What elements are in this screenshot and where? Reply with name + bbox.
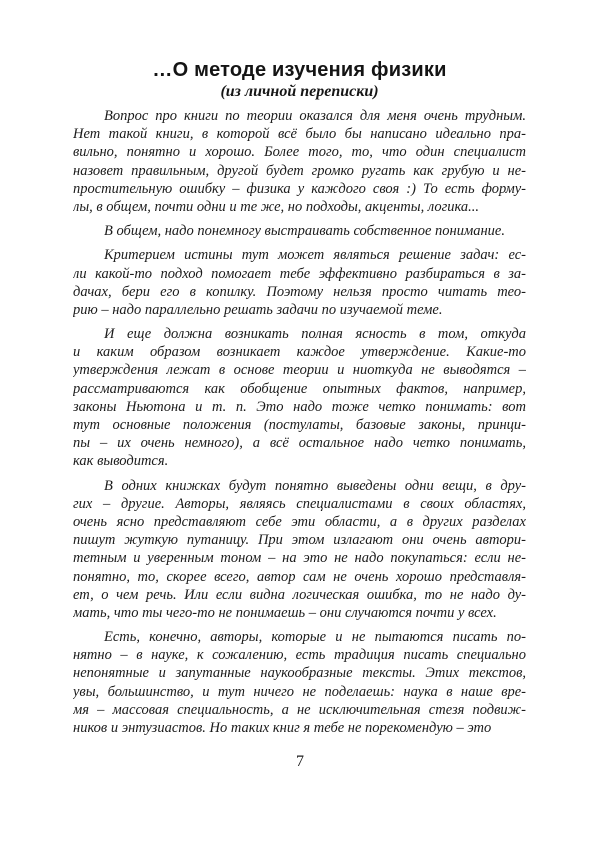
text-line: увы, большинство, и тут ничего не поделаешь: наука в наше вре- <box>73 683 526 700</box>
text-line: назовет правильным, другой будет громко ругать как грубую и не- <box>73 162 526 179</box>
text-line: Есть, конечно, авторы, которые и не пытаются писать по- <box>104 629 526 646</box>
text-line: простительную ошибку – физика у каждого своя :) То есть форму- <box>73 180 526 197</box>
paragraph <box>73 477 526 623</box>
page-title: …О методе изучения физики <box>152 59 447 81</box>
text-line: непонятные и запутанные наукообразные тексты. Этих текстов, <box>73 665 526 682</box>
text-line: утверждения лежат в основе теории и ниоткуда не выводятся – <box>73 362 526 379</box>
text-line: В общем, надо понемногу выстраивать собственное понимание. <box>104 223 505 240</box>
text-line: рассматриваются как обобщение опытных фактов, например, <box>73 380 526 397</box>
text-line: ет, о чем речь. Или если видна логическая ошибка, то не надо ду- <box>73 586 526 603</box>
text-line: понятно, то, скорее всего, автор сам не очень хорошо представля- <box>73 568 526 585</box>
text-line: нятно – в науке, к сожалению, есть традиция писать специально <box>73 647 526 664</box>
text-line: рию – надо параллельно решать задачи по изучаемой теме. <box>73 301 443 318</box>
text-line: Вопрос про книги по теории оказался для меня очень трудным. <box>104 108 526 124</box>
text-line: очень ясно представляют себе эти области, а в других разделах <box>73 513 526 530</box>
text-line: ли какой-то подход помогает тебе эффективно разбираться в за- <box>73 265 526 282</box>
text-line: и каким образом возникает каждое утверждение. Какие-то <box>73 344 526 361</box>
paragraph <box>73 628 526 737</box>
text-line: как выводится. <box>73 453 169 470</box>
text-line: В одних книжках будут понятно выведены одни вещи, в дру- <box>104 477 526 494</box>
text-line: законы Ньютона и т. п. Это надо тоже четко понимать: вот <box>73 398 526 415</box>
text-line: пишут жуткую путаницу. При этом излагают они очень автори- <box>73 532 526 549</box>
text-line: И еще должна возникать полная ясность в том, откуда <box>104 326 526 343</box>
text-line: Нет такой книги, в которой всё было бы написано идеально пра- <box>73 126 526 143</box>
text-line: ников и энтузиастов. Но таких книг я тебе не порекомендую – это <box>73 720 492 736</box>
page-number: 7 <box>296 753 304 770</box>
text-line: Критерием истины тут может являться решение задач: ес- <box>104 247 526 264</box>
page-body <box>73 107 526 737</box>
text-line: гих – другие. Авторы, являясь специалистами в своих областях, <box>73 495 526 512</box>
text-line: мать, что ты чего-то не понимаешь – они случаются почти у всех. <box>73 604 497 621</box>
text-line: мя – массовая специальность, а не исключительная стезя подвиж- <box>73 701 526 718</box>
text-line: тут основные положения (постулаты, базовые законы, принци- <box>73 417 526 433</box>
paragraph <box>73 246 526 319</box>
page-subtitle: (из личной переписки) <box>220 83 379 100</box>
paragraph <box>73 107 526 216</box>
text-line: дачах, бери его в копилку. Поэтому нельзя просто читать тео- <box>73 283 526 300</box>
text-line: лы, в общем, почти одни и те же, но подходы, акценты, логика... <box>73 198 480 215</box>
paragraph <box>73 222 526 240</box>
text-line: тетным и уверенным тоном – на это не надо покупаться: если не- <box>73 550 526 567</box>
paragraph <box>73 325 526 471</box>
text-line: вильно, понятно и хорошо. Более того, то, что один специалист <box>73 144 526 161</box>
text-line: пы – их очень немного), а всё остальное надо четко понимать, <box>73 435 526 452</box>
